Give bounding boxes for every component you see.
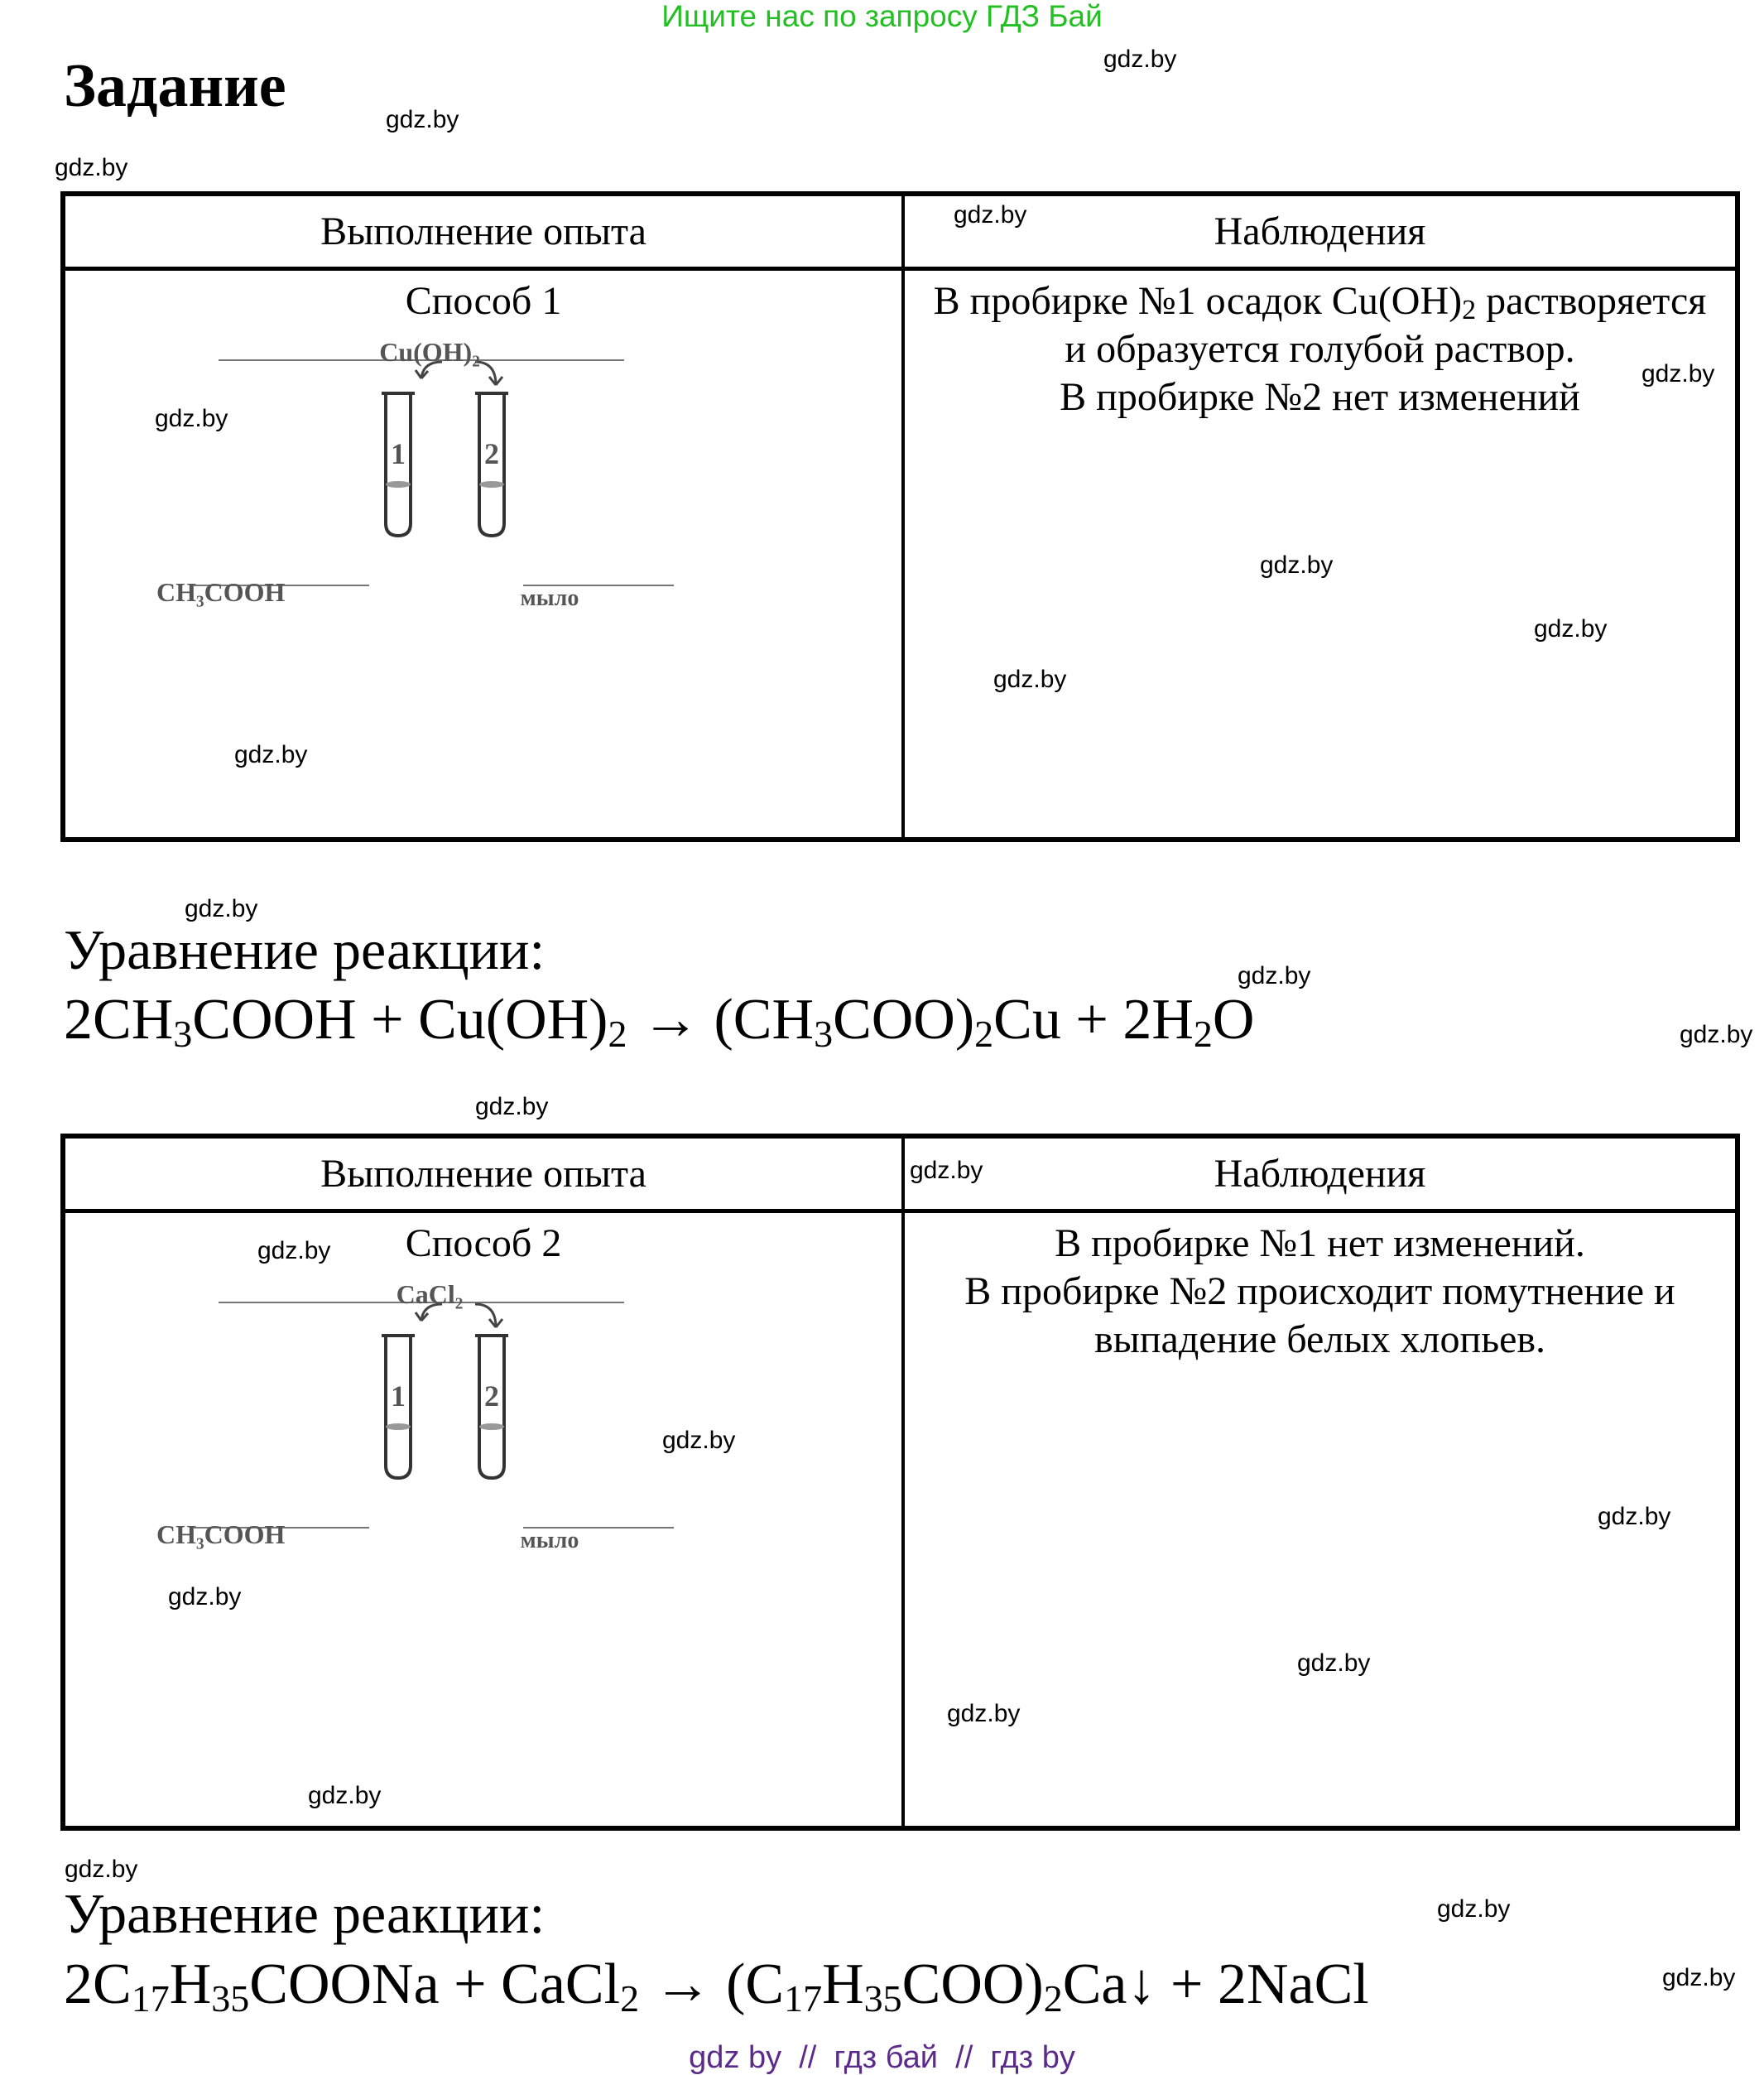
watermark: gdz.by: [386, 106, 459, 133]
observation-text: [905, 277, 1735, 421]
tube-number: 1: [391, 437, 406, 470]
column-header-procedure: Выполнение опыта: [320, 1152, 646, 1196]
watermark: gdz.by: [1662, 1964, 1736, 1991]
header-divider: [65, 267, 1735, 271]
page-title: Задание: [64, 52, 286, 120]
watermark: gdz.by: [475, 1093, 549, 1120]
watermark: gdz.by: [257, 1237, 331, 1264]
reaction-equation-1: $2CH_3COOH + Cu(OH)_2 \to (CH_3COO)_2Cu + 2H_2O$: [64, 988, 1255, 1055]
column-header-observations: Наблюдения: [1214, 209, 1426, 253]
watermark: gdz.by: [308, 1782, 382, 1809]
tube-number: 2: [484, 437, 499, 470]
observation-line: и образуется голубой раствор.: [1065, 327, 1575, 371]
watermark: gdz.by: [1103, 46, 1177, 73]
observation-line: выпадение белых хлопьев.: [1093, 1317, 1546, 1361]
watermark: gdz.by: [1437, 1895, 1511, 1923]
watermark: gdz.by: [947, 1700, 1021, 1727]
watermark: gdz.by: [910, 1157, 983, 1184]
tube-label-right: мыло: [520, 1528, 579, 1553]
equation-heading: Уравнение реакции:: [64, 918, 546, 981]
top-banner: Ищите нас по запросу ГДЗ Бай: [661, 0, 1103, 33]
reagent-label: Cu(OH)₂: [379, 337, 480, 367]
observation-line: В пробирке №1 осадок $Cu(OH)_2$ растворяется: [933, 279, 1707, 325]
watermark: gdz.by: [155, 405, 228, 432]
watermark: gdz.by: [1238, 962, 1311, 989]
tube-number: 1: [391, 1379, 406, 1413]
experiment-table-2: [60, 1134, 1740, 1831]
experiment-table-1: [60, 191, 1740, 842]
observation-line: В пробирке №2 происходит помутнение и: [964, 1269, 1675, 1313]
watermark: gdz.by: [1297, 1649, 1371, 1677]
tube-label-left: CH₃COOH: [156, 1519, 286, 1549]
watermark: gdz.by: [185, 895, 258, 922]
observation-text: [905, 1220, 1735, 1364]
equation-heading: Уравнение реакции:: [64, 1882, 546, 1945]
header-divider: [65, 1209, 1735, 1213]
column-header-observations: Наблюдения: [1214, 1152, 1426, 1196]
observation-line: В пробирке №2 нет изменений: [1060, 375, 1580, 419]
watermark: gdz.by: [1534, 615, 1608, 643]
reagent-label: CaCl₂: [396, 1279, 464, 1309]
tube-label-right: мыло: [520, 585, 579, 611]
watermark: gdz.by: [1641, 360, 1715, 388]
reaction-equation-2: $2C_{17}H_{35}COONa$ + CaCl$_2$ → $(C_{17}H_{35}COO)_2Ca↓$ + 2NaCl: [64, 1952, 1369, 2020]
tube-label-left: CH₃COOH: [156, 577, 286, 607]
column-header-procedure: Выполнение опыта: [320, 209, 646, 253]
method-title: Способ 2: [405, 1221, 562, 1265]
method-title: Способ 1: [405, 279, 562, 323]
test-tube-diagram: [132, 337, 695, 619]
test-tube-diagram: [132, 1279, 695, 1561]
watermark: gdz.by: [55, 154, 128, 181]
watermark: gdz.by: [168, 1583, 242, 1610]
watermark: gdz.by: [1260, 551, 1334, 579]
observation-line: В пробирке №1 нет изменений.: [1055, 1221, 1585, 1265]
watermark: gdz.by: [1598, 1503, 1671, 1530]
watermark: gdz.by: [234, 741, 308, 768]
tube-number: 2: [484, 1379, 499, 1413]
watermark: gdz.by: [1680, 1021, 1753, 1048]
watermark: gdz.by: [993, 666, 1067, 693]
watermark: gdz.by: [65, 1856, 138, 1883]
footer-watermark: gdz by // гдз бай // гдз by: [689, 2040, 1075, 2075]
watermark: gdz.by: [954, 201, 1027, 229]
watermark: gdz.by: [662, 1427, 736, 1454]
